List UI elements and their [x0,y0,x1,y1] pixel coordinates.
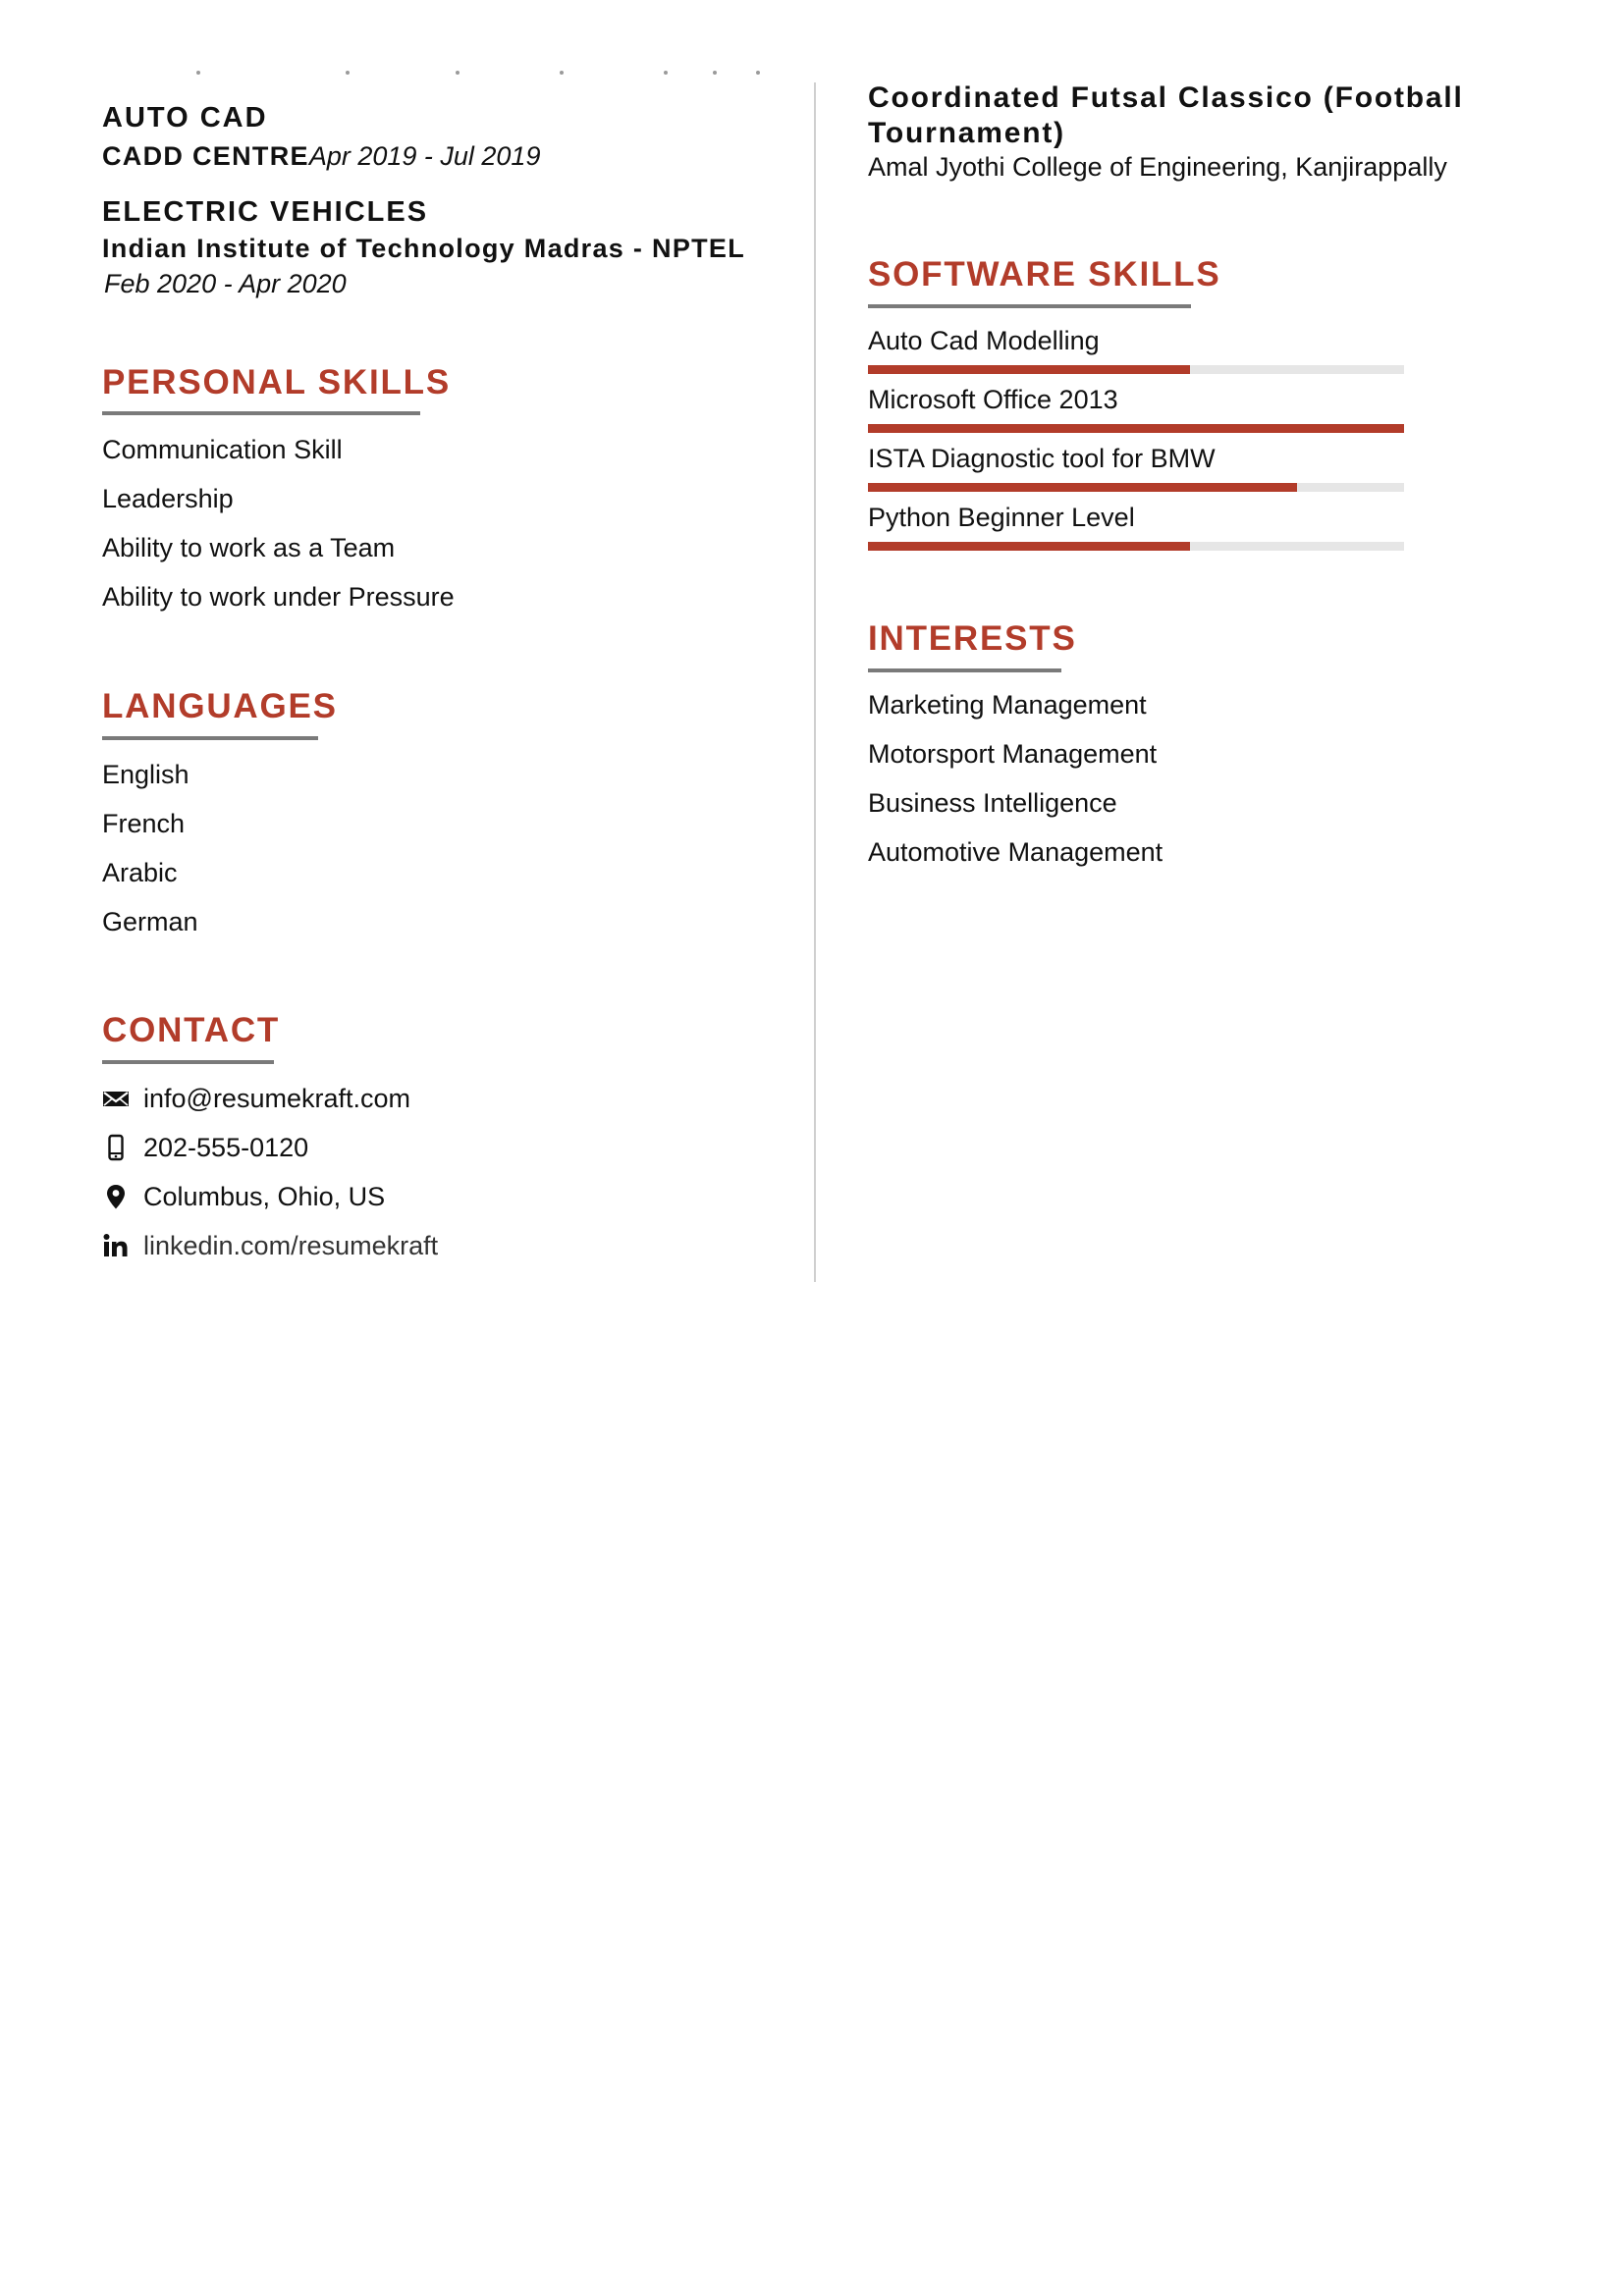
contact-linkedin-row [102,1228,438,1263]
certification-title: ELECTRIC VEHICLES [102,196,429,228]
certification-org-line [102,141,540,172]
heading-underline [102,411,420,415]
activity-title: Coordinated Futsal Classico (Football Tournament) [868,81,1464,149]
personal-skill-item: Ability to work as a Team [102,533,396,562]
personal-skill-item: Leadership [102,484,234,513]
heading-underline [868,304,1191,308]
contact-location: Columbus, Ohio, US [143,1181,386,1211]
interest-item: Automotive Management [868,837,1163,867]
language-item: English [102,760,189,789]
interest-item: Marketing Management [868,690,1147,720]
software-skill-name: ISTA Diagnostic tool for BMW [868,444,1216,473]
software-skill-bar-track [868,365,1404,374]
certification-org: Indian Institute of Technology Madras - NPTEL [102,234,746,263]
cut-off-text-remnant [102,71,770,79]
language-item: German [102,907,198,936]
certification-title: AUTO CAD [102,102,268,133]
contact-phone: 202-555-0120 [143,1132,309,1162]
contact-heading: CONTACT [102,1011,281,1049]
software-skill-name: Microsoft Office 2013 [868,385,1118,414]
map-pin-icon [102,1183,130,1210]
certification-date: Feb 2020 - Apr 2020 [104,269,347,298]
software-skill-bar-track [868,424,1404,433]
envelope-icon [102,1085,130,1112]
interest-item: Motorsport Management [868,739,1158,769]
contact-linkedin-link[interactable]: linkedin.com/resumekraft [143,1230,439,1260]
certification-org: CADD CENTRE [102,141,309,171]
heading-underline [102,736,318,740]
software-skills-heading: SOFTWARE SKILLS [868,255,1221,294]
contact-email[interactable]: info@resumekraft.com [143,1083,410,1113]
software-skill-bar-fill [868,365,1190,374]
heading-underline [102,1060,274,1064]
column-divider [814,82,816,1282]
language-item: Arabic [102,858,178,887]
software-skill-bar-fill [868,424,1404,433]
phone-icon [102,1134,130,1161]
software-skill-bar-track [868,542,1404,551]
activity-place: Amal Jyothi College of Engineering, Kanjirappally [868,152,1447,182]
software-skill-bar-fill [868,542,1190,551]
interests-heading: INTERESTS [868,619,1077,658]
software-skill-bar-fill [868,483,1297,492]
software-skill-name: Python Beginner Level [868,503,1135,532]
personal-skill-item: Communication Skill [102,435,343,464]
personal-skill-item: Ability to work under Pressure [102,582,455,612]
contact-phone-row [102,1130,308,1165]
certification-date: Apr 2019 - Jul 2019 [308,141,541,171]
heading-underline [868,668,1061,672]
contact-location-row [102,1179,385,1214]
language-item: French [102,809,186,838]
software-skill-bar-track [868,483,1404,492]
interest-item: Business Intelligence [868,788,1117,818]
linkedin-icon [102,1232,130,1259]
personal-skills-heading: PERSONAL SKILLS [102,363,452,401]
languages-heading: LANGUAGES [102,687,338,725]
contact-email-row [102,1081,410,1116]
software-skill-name: Auto Cad Modelling [868,326,1100,355]
